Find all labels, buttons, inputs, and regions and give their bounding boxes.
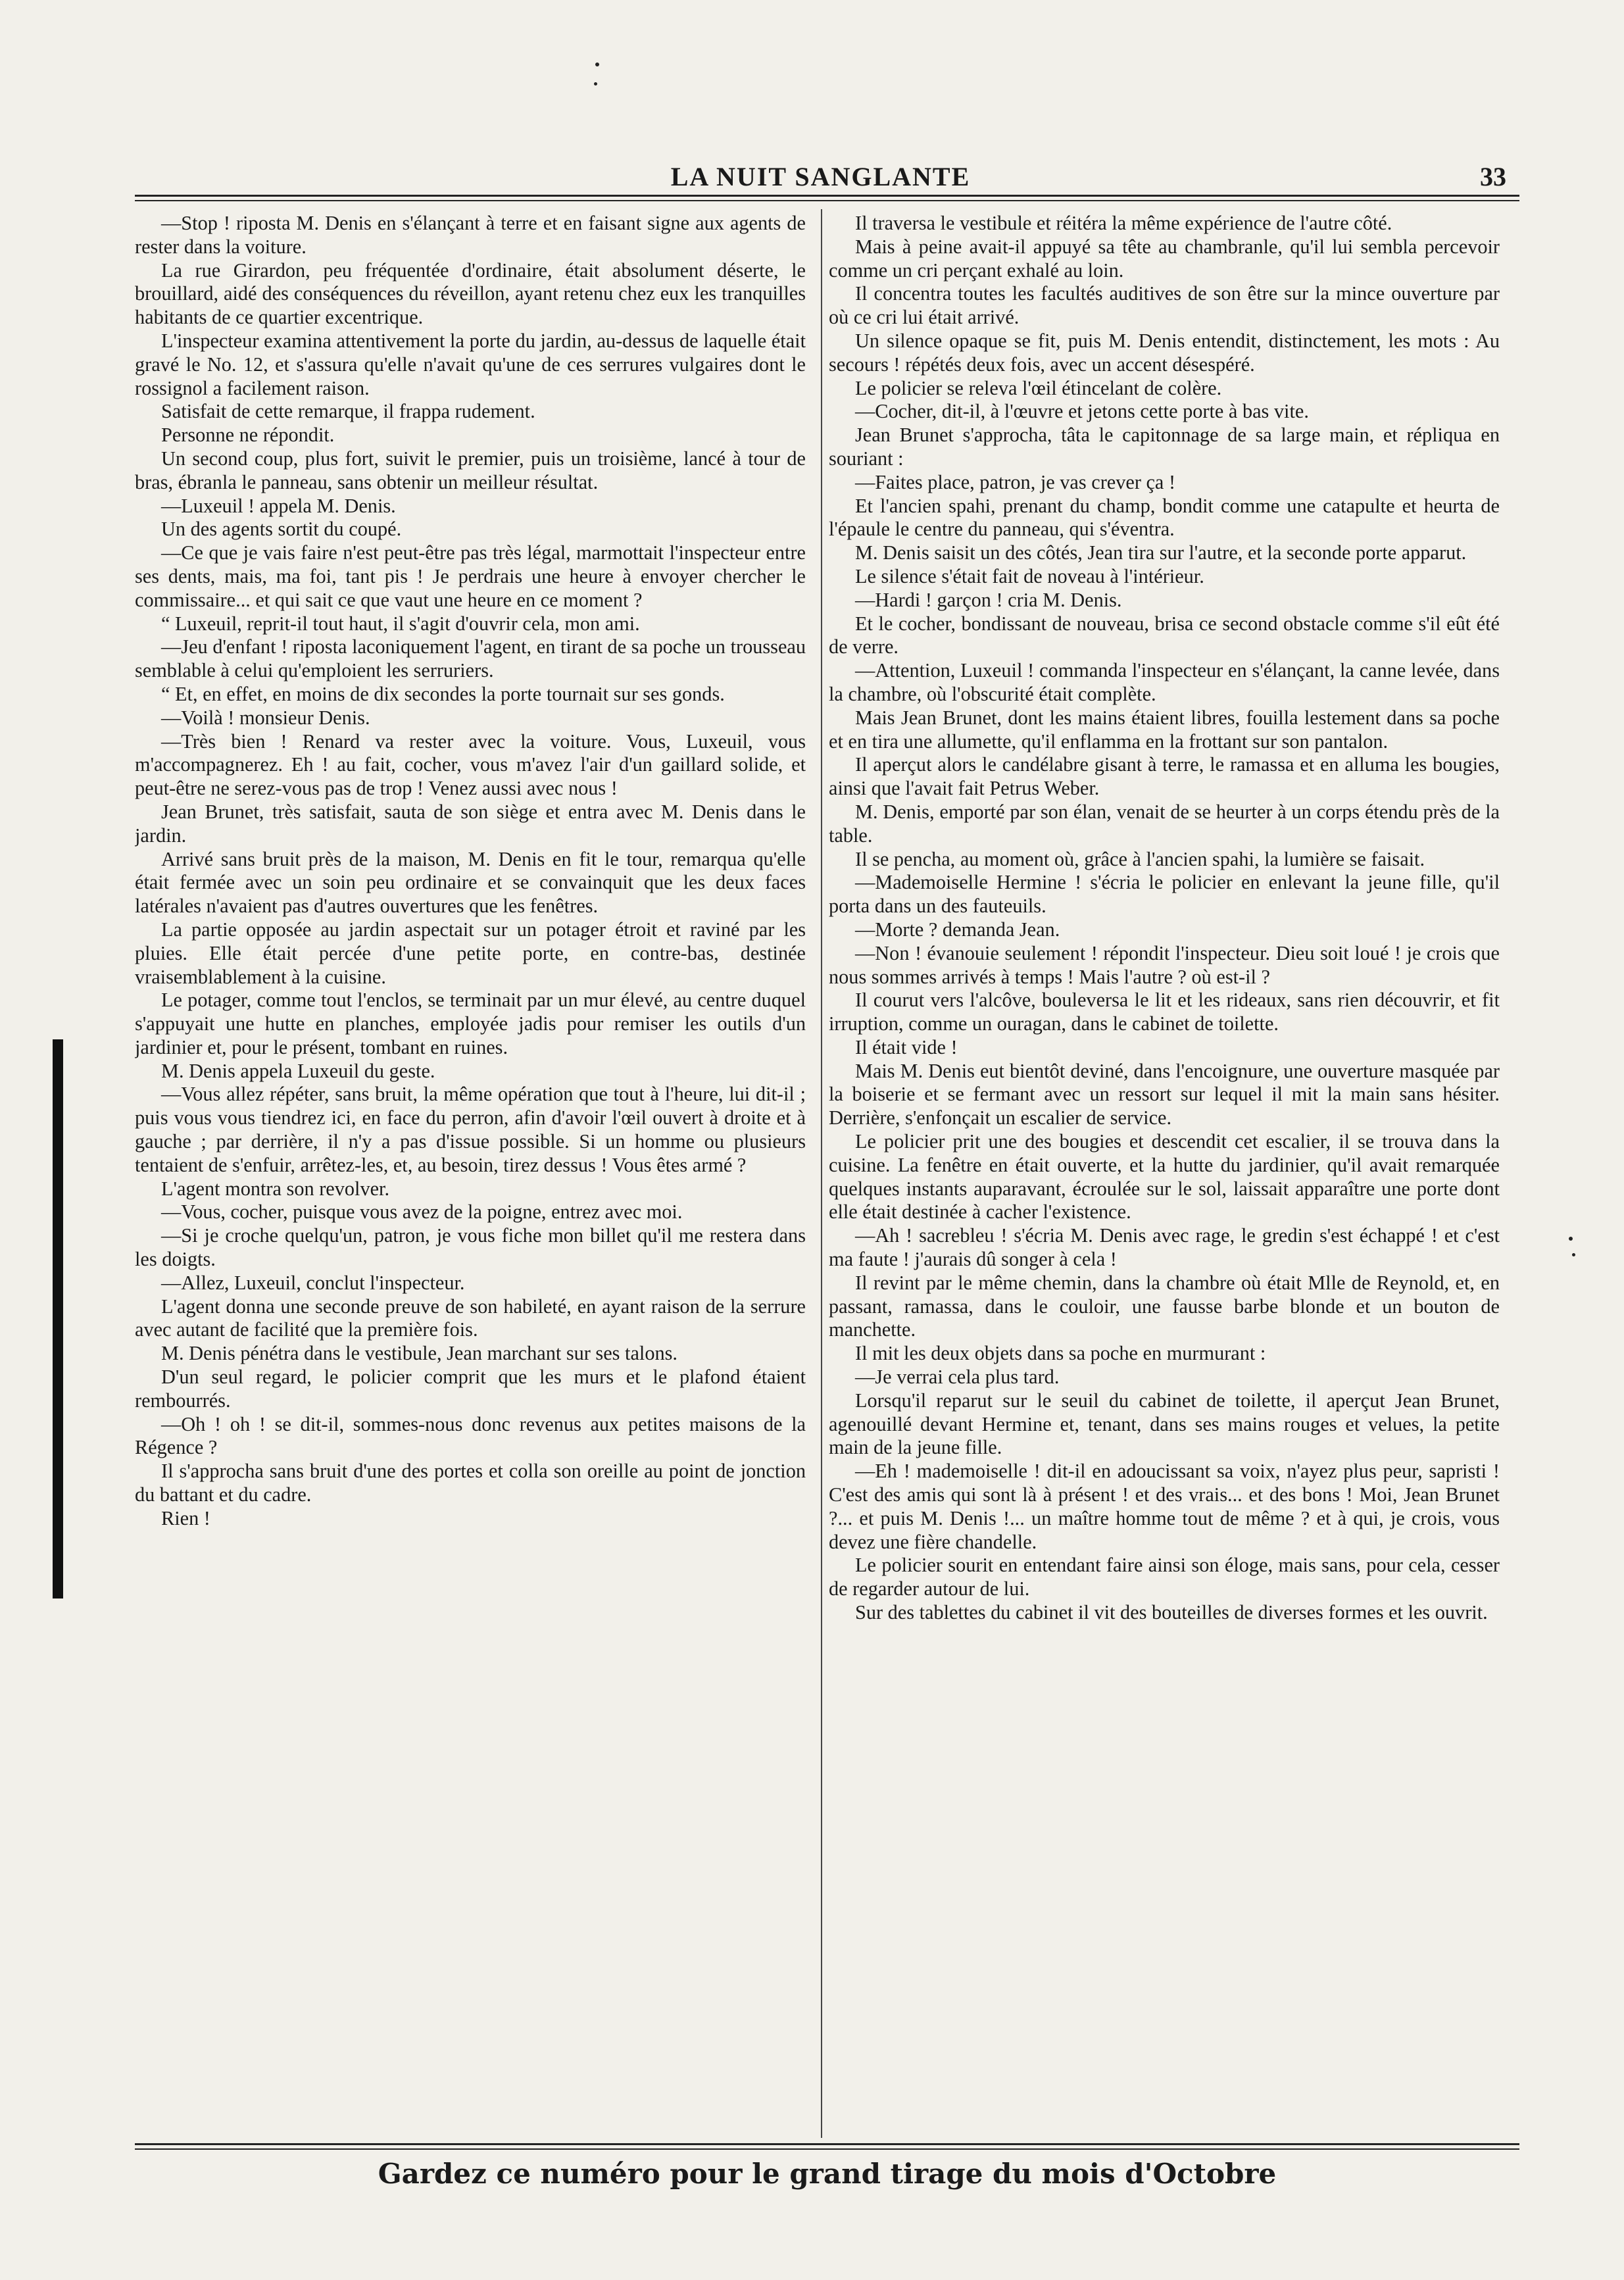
footer-rule-thin	[135, 2148, 1519, 2150]
margin-binding-mark	[53, 1039, 63, 1598]
paragraph: —Cocher, dit-il, à l'œuvre et jetons cette porte à bas vite.	[855, 400, 1309, 423]
right-column	[829, 212, 1500, 2139]
print-speck	[594, 82, 597, 86]
paragraph: La partie opposée au jardin aspectait sur un potager étroit et raviné par les pluies. Elle était percée d'une petite porte, en contre-bas, destinée vraisemblablement à la cuisine.	[135, 918, 806, 988]
paragraph: —Stop ! riposta M. Denis en s'élançant à terre et en faisant signe aux agents de rester dans la voiture.	[135, 212, 806, 258]
paragraph: —Vous, cocher, puisque vous avez de la poigne, entrez avec moi.	[161, 1201, 683, 1224]
header-rule	[135, 195, 1519, 197]
paragraph: M. Denis pénétra dans le vestibule, Jean marchant sur ses talons.	[161, 1342, 677, 1365]
running-title: LA NUIT SANGLANTE	[670, 162, 971, 191]
paragraph: —Très bien ! Renard va rester avec la voiture. Vous, Luxeuil, vous m'accompagnerez. Eh ! au fait, cocher, vous m'avez l'air d'un gaillard solide, et peut-être ne serez-vous pas de trop ! Venez aussi avec nous !	[135, 730, 806, 800]
paragraph: Personne ne répondit.	[161, 424, 335, 447]
page-number: 33	[1480, 162, 1506, 191]
paragraph: Mais à peine avait-il appuyé sa tête au chambranle, qu'il lui sembla percevoir comme un cri perçant exhalé au loin.	[829, 235, 1500, 282]
paragraph: La rue Girardon, peu fréquentée d'ordinaire, était absolument déserte, le brouillard, aidé des conséquences du réveillon, ayant retenu chez eux les tranquilles habitants de ce quartier excentrique.	[135, 259, 806, 329]
paragraph: D'un seul regard, le policier comprit que les murs et le plafond étaient rembourrés.	[135, 1366, 806, 1412]
left-column	[135, 212, 806, 2139]
paragraph: Mais Jean Brunet, dont les mains étaient libres, fouilla lestement dans sa poche et en tira une allumette, qu'il enflamma en la frottant sur son pantalon.	[829, 706, 1500, 753]
paragraph: Il concentra toutes les facultés auditives de son être sur la mince ouverture par où ce cri lui était arrivé.	[829, 282, 1500, 329]
paragraph: Le policier se releva l'œil étincelant de colère.	[855, 376, 1222, 399]
paragraph: Arrivé sans bruit près de la maison, M. Denis en fit le tour, remarqua qu'elle était fermée avec un soin peu ordinaire et se convainquit que les deux faces latérales n'avaient pas d'autres ouvertures que les fenêtres.	[135, 847, 806, 918]
paragraph: Mais M. Denis eut bientôt deviné, dans l'encoignure, une ouverture masquée par la boiserie et se fermant avec un ressort sur lequel il mit la main sans hésiter. Derrière, s'enfonçait un escalier de service.	[829, 1059, 1500, 1129]
paragraph: Lorsqu'il reparut sur le seuil du cabinet de toilette, il aperçut Jean Brunet, agenouillé devant Hermine et, tenant, dans ses mains rouges et velues, la petite main de la jeune fille.	[829, 1389, 1500, 1459]
paragraph: Il courut vers l'alcôve, bouleversa le lit et les rideaux, sans rien découvrir, et fit irruption, comme un ouragan, dans le cabinet de toilette.	[829, 989, 1500, 1035]
paragraph: —Ah ! sacrebleu ! s'écria M. Denis avec rage, le gredin s'est échappé ! et c'est ma faute ! j'aurais dû songer à cela !	[829, 1224, 1500, 1271]
paragraph: Rien !	[161, 1506, 210, 1529]
paragraph: Il se pencha, au moment où, grâce à l'ancien spahi, la lumière se faisait.	[855, 847, 1425, 870]
paragraph: M. Denis appela Luxeuil du geste.	[161, 1059, 435, 1082]
paragraph: —Je verrai cela plus tard.	[855, 1366, 1060, 1389]
print-speck	[1572, 1253, 1575, 1256]
paragraph: Sur des tablettes du cabinet il vit des bouteilles de diverses formes et les ouvrit.	[855, 1601, 1488, 1624]
header-rule-thin	[135, 200, 1519, 201]
paragraph: Il était vide !	[855, 1035, 958, 1058]
paragraph: —Si je croche quelqu'un, patron, je vous fiche mon billet qu'il me restera dans les doigts.	[135, 1224, 806, 1271]
paragraph: —Luxeuil ! appela M. Denis.	[161, 494, 396, 517]
footer-notice: Gardez ce numéro pour le grand tirage du mois d'Octobre	[378, 2158, 1277, 2190]
paragraph: M. Denis, emporté par son élan, venait de se heurter à un corps étendu près de la table.	[829, 800, 1500, 847]
footer-rule	[135, 2143, 1519, 2145]
paragraph: —Non ! évanouie seulement ! répondit l'inspecteur. Dieu soit loué ! je crois que nous sommes arrivés à temps ! Mais l'autre ? où est-il ?	[829, 941, 1500, 988]
paragraph: Le silence s'était fait de noveau à l'intérieur.	[855, 564, 1204, 587]
paragraph: —Allez, Luxeuil, conclut l'inspecteur.	[161, 1271, 465, 1294]
paragraph: L'inspecteur examina attentivement la porte du jardin, au-dessus de laquelle était gravé le No. 12, et s'assura qu'elle n'avait qu'une de ces serrures vulgaires dont le rossignol a facilement raison.	[135, 329, 806, 399]
print-speck	[595, 62, 599, 66]
paragraph: Le policier sourit en entendant faire ainsi son éloge, mais sans, pour cela, cesser de regarder autour de lui.	[829, 1554, 1500, 1600]
paragraph: Et le cocher, bondissant de nouveau, brisa ce second obstacle comme s'il eût été de verre.	[829, 612, 1500, 658]
paragraph: —Vous allez répéter, sans bruit, la même opération que tout à l'heure, lui dit-il ; puis vous vous tiendrez ici, en face du perron, afin d'avoir l'œil ouvert à droite et à gauche ; par derrière, il n'y a pas d'issue possible. Si un homme ou plusieurs tentaient de s'enfuir, arrêtez-les, et, au besoin, tirez dessus ! Vous êtes armé ?	[135, 1083, 806, 1176]
paragraph: Il mit les deux objets dans sa poche en murmurant :	[855, 1342, 1266, 1365]
paragraph: —Faites place, patron, je vas crever ça !	[855, 470, 1176, 493]
paragraph: L'agent donna une seconde preuve de son habileté, en ayant raison de la serrure avec autant de facilité que la première fois.	[135, 1295, 806, 1341]
paragraph: —Attention, Luxeuil ! commanda l'inspecteur en s'élançant, la canne levée, dans la chambre, où l'obscurité était complète.	[829, 659, 1500, 705]
paragraph: “ Et, en effet, en moins de dix secondes la porte tournait sur ses gonds.	[161, 682, 725, 705]
paragraph: —Mademoiselle Hermine ! s'écria le policier en enlevant la jeune fille, qu'il porta dans un des fauteuils.	[829, 871, 1500, 918]
paragraph: Jean Brunet, très satisfait, sauta de son siège et entra avec M. Denis dans le jardin.	[135, 800, 806, 847]
paragraph: L'agent montra son revolver.	[161, 1177, 390, 1200]
paragraph: —Morte ? demanda Jean.	[855, 918, 1060, 941]
running-header	[135, 161, 1506, 194]
paragraph: —Oh ! oh ! se dit-il, sommes-nous donc revenus aux petites maisons de la Régence ?	[135, 1412, 806, 1459]
paragraph: Il s'approcha sans bruit d'une des portes et colla son oreille au point de jonction du battant et du cadre.	[135, 1460, 806, 1506]
column-divider	[821, 209, 822, 2138]
paragraph: Le policier prit une des bougies et descendit cet escalier, il se trouva dans la cuisine. La fenêtre en était ouverte, et la hutte du jardinier, qu'il avait remarquée quelques instants auparavant, écroulée sur le sol, laissait apparaître une porte dont elle était destinée à cacher l'existence.	[829, 1130, 1500, 1224]
paragraph: —Voilà ! monsieur Denis.	[161, 706, 370, 729]
paragraph: Et l'ancien spahi, prenant du champ, bondit comme une catapulte et heurta de l'épaule le centre du panneau, qui s'éventra.	[829, 494, 1500, 541]
paragraph: “ Luxeuil, reprit-il tout haut, il s'agit d'ouvrir cela, mon ami.	[161, 612, 640, 635]
paragraph: Il revint par le même chemin, dans la chambre où était Mlle de Reynold, et, en passant, ramassa, dans le couloir, une fausse barbe blonde et un bouton de manchette.	[829, 1271, 1500, 1341]
paragraph: —Ce que je vais faire n'est peut-être pas très légal, marmottait l'inspecteur entre ses dents, mais, ma foi, tant pis ! Je perdrais une heure à envoyer chercher le commissaire... et qui sait ce que vaut une heure en ce moment ?	[135, 541, 806, 611]
paragraph: Jean Brunet s'approcha, tâta le capitonnage de sa large main, et répliqua en souriant :	[829, 424, 1500, 470]
paragraph: Il traversa le vestibule et réitéra la même expérience de l'autre côté.	[855, 212, 1392, 234]
paragraph: —Jeu d'enfant ! riposta laconiquement l'agent, en tirant de sa poche un trousseau semblable à celui qu'emploient les serruriers.	[135, 635, 806, 682]
paragraph: Un silence opaque se fit, puis M. Denis entendit, distinctement, les mots : Au secours ! répétés deux fois, avec un accent désespéré.	[829, 329, 1500, 376]
paragraph: Il aperçut alors le candélabre gisant à terre, le ramassa et en alluma les bougies, ainsi que l'avait fait Petrus Weber.	[829, 753, 1500, 800]
paragraph: —Eh ! mademoiselle ! dit-il en adoucissant sa voix, n'ayez plus peur, sapristi ! C'est des amis qui sont là à présent ! et des vrais... et des bons ! Moi, Jean Brunet ?... et puis M. Denis !... un maître homme tout de même ? et à qui, je crois, vous devez une fière chandelle.	[829, 1460, 1500, 1553]
paragraph: M. Denis saisit un des côtés, Jean tira sur l'autre, et la seconde porte apparut.	[855, 541, 1467, 564]
paragraph: Satisfait de cette remarque, il frappa rudement.	[161, 400, 535, 423]
paragraph: Un des agents sortit du coupé.	[161, 518, 402, 541]
paragraph: Un second coup, plus fort, suivit le premier, puis un troisième, lancé à tour de bras, ébranla le panneau, sans obtenir un meilleur résultat.	[135, 447, 806, 493]
paragraph: —Hardi ! garçon ! cria M. Denis.	[855, 588, 1122, 611]
paragraph: Le potager, comme tout l'enclos, se terminait par un mur élevé, au centre duquel s'appuyait une hutte en planches, employée jadis pour remiser les outils d'un jardinier et, pour le présent, tombant en ruines.	[135, 989, 806, 1058]
print-speck	[1569, 1237, 1573, 1241]
